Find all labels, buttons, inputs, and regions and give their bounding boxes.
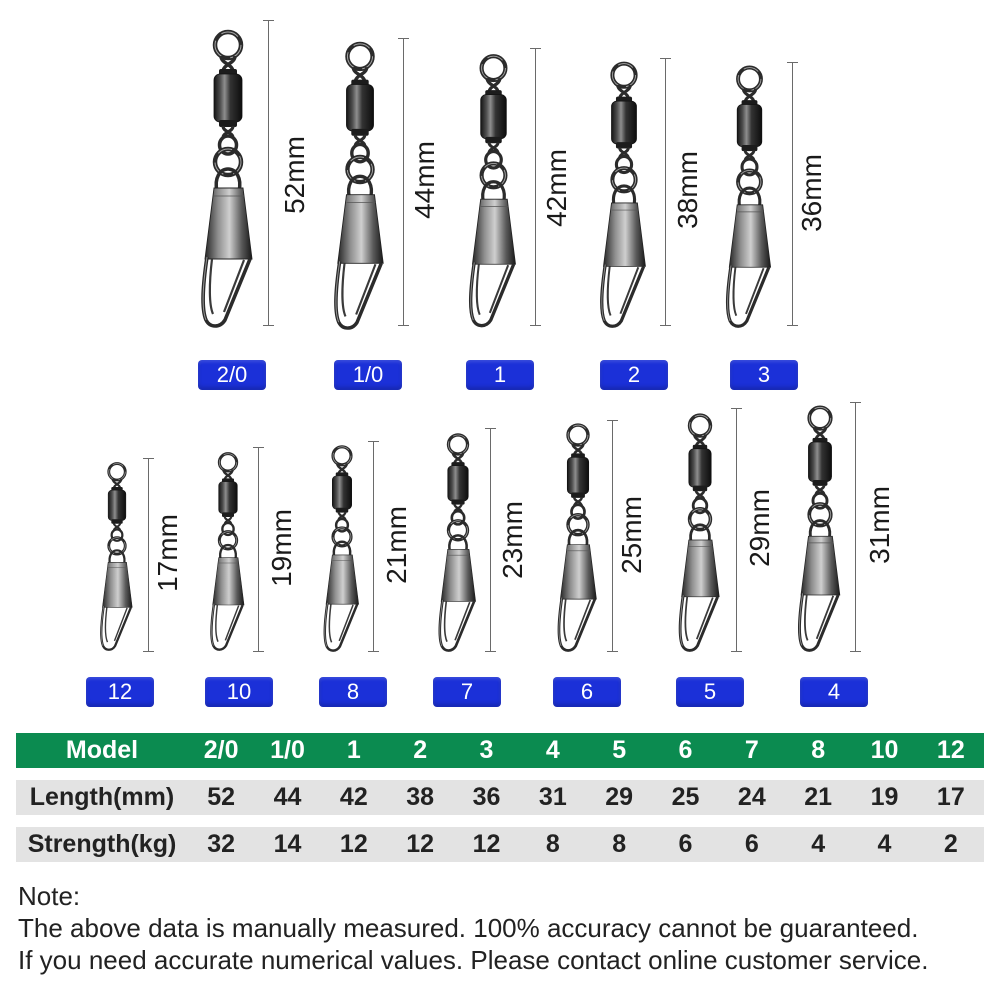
length-cell: 25 <box>671 783 700 811</box>
length-label: 21mm <box>381 506 412 584</box>
model-badge: 4 <box>800 677 868 707</box>
model-badge: 6 <box>553 677 621 707</box>
length-cell: 21 <box>804 783 833 811</box>
strength-cell: 2 <box>943 830 958 858</box>
model-badge: 3 <box>730 360 798 390</box>
swivel-snap-image <box>466 52 521 328</box>
model-badge: 1/0 <box>334 360 402 390</box>
spec-table <box>16 733 984 862</box>
strength-cell: 4 <box>811 830 826 858</box>
length-cell: 38 <box>406 783 435 811</box>
length-label: 44mm <box>409 141 440 219</box>
model-badge: 8 <box>319 677 387 707</box>
measure-line <box>403 38 404 326</box>
model-cell: 4 <box>545 736 560 764</box>
length-label: 17mm <box>152 514 183 592</box>
model-cell: 8 <box>811 736 826 764</box>
model-cell: 6 <box>678 736 693 764</box>
measure-line <box>258 447 259 652</box>
row-label: Model <box>65 736 139 764</box>
model-badge: 12 <box>86 677 154 707</box>
length-cell: 36 <box>472 783 501 811</box>
model-cell: 7 <box>744 736 759 764</box>
model-cell: 3 <box>479 736 494 764</box>
model-badge: 2 <box>600 360 668 390</box>
length-label: 31mm <box>864 486 895 564</box>
measure-line <box>612 420 613 652</box>
measure-line <box>736 408 737 652</box>
length-label: 42mm <box>541 149 572 227</box>
row-label: Length(mm) <box>29 783 175 811</box>
note-line: The above data is manually measured. 100% accuracy cannot be guaranteed. <box>18 913 919 943</box>
model-cell: 2 <box>413 736 428 764</box>
table-row-strength <box>16 827 984 862</box>
length-label: 29mm <box>744 489 775 567</box>
model-badge: 1 <box>466 360 534 390</box>
model-badge: 10 <box>205 677 273 707</box>
strength-cell: 12 <box>406 830 435 858</box>
swivel-snap-image <box>555 422 601 652</box>
row-label: Strength(kg) <box>27 830 177 858</box>
length-cell: 24 <box>737 783 766 811</box>
measure-line <box>373 441 374 652</box>
note-block <box>18 880 928 976</box>
table-header-row <box>16 733 984 768</box>
measure-line <box>535 48 536 326</box>
strength-cell: 32 <box>207 830 236 858</box>
model-cell: 1/0 <box>270 736 305 764</box>
length-label: 52mm <box>279 136 310 214</box>
strength-cell: 12 <box>472 830 501 858</box>
swivel-snap-image <box>198 28 258 328</box>
table-row-length <box>16 780 984 815</box>
strength-cell: 6 <box>744 830 759 858</box>
strength-cell: 8 <box>545 830 560 858</box>
strength-cell: 14 <box>273 830 302 858</box>
strength-cell: 6 <box>678 830 693 858</box>
length-label: 25mm <box>616 496 647 574</box>
strength-cell: 4 <box>877 830 892 858</box>
length-cell: 42 <box>339 783 368 811</box>
measure-line <box>490 428 491 652</box>
swivel-snap-image <box>795 404 845 652</box>
length-cell: 19 <box>870 783 899 811</box>
length-cell: 29 <box>605 783 634 811</box>
swivel-snap-image <box>597 60 651 328</box>
model-badge: 5 <box>676 677 744 707</box>
note-line: If you need accurate numerical values. Please contact online customer service. <box>18 945 929 975</box>
swivel-snap-image <box>208 450 248 652</box>
model-cell: 2/0 <box>203 736 239 764</box>
swivel-snap-image <box>723 64 776 328</box>
model-cell: 12 <box>936 736 965 764</box>
length-label: 36mm <box>796 154 827 232</box>
model-cell: 5 <box>612 736 627 764</box>
length-label: 23mm <box>497 501 528 579</box>
length-label: 19mm <box>266 509 297 587</box>
measure-line <box>268 20 269 326</box>
swivel-snap-image <box>436 432 480 652</box>
model-cell: 10 <box>870 736 899 764</box>
swivel-snap-image <box>331 40 389 330</box>
model-badge: 2/0 <box>198 360 266 390</box>
measure-line <box>148 458 149 652</box>
length-cell: 17 <box>936 783 965 811</box>
length-cell: 52 <box>207 783 236 811</box>
length-cell: 44 <box>273 783 302 811</box>
model-cell: 1 <box>346 736 361 764</box>
measure-line <box>792 62 793 326</box>
length-cell: 31 <box>538 783 567 811</box>
note-title: Note: <box>18 881 81 911</box>
strength-cell: 8 <box>612 830 627 858</box>
swivel-snap-image <box>98 460 136 652</box>
swivel-snap-image <box>321 444 363 652</box>
measure-line <box>665 58 666 326</box>
strength-cell: 12 <box>339 830 368 858</box>
swivel-snap-image <box>676 412 724 652</box>
measure-line <box>855 402 856 652</box>
length-label: 38mm <box>672 151 703 229</box>
model-badge: 7 <box>433 677 501 707</box>
